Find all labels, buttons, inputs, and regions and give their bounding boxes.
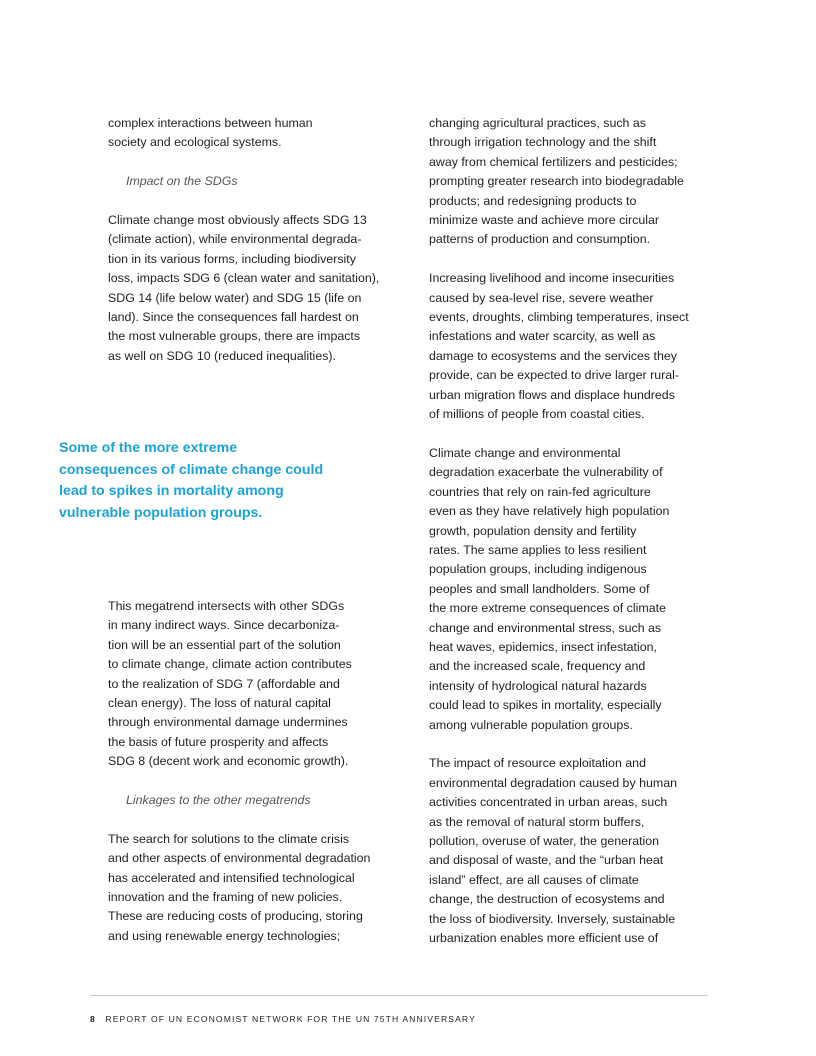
paragraph-intro: [108, 114, 398, 153]
left-column-bottom: [108, 597, 398, 946]
pull-quote-line: lead to spikes in mortality among: [59, 483, 284, 500]
subheading-impact-on-sdgs: Impact on the SDGs: [126, 174, 238, 189]
text-line: Increasing livelihood and income insecurities: [429, 271, 675, 286]
page-number: 8: [90, 1014, 96, 1024]
paragraph-livelihood: [429, 269, 719, 424]
text-line: innovation and the framing of new policies.: [108, 890, 343, 905]
text-line: SDG 8 (decent work and economic growth).: [108, 754, 349, 769]
text-line: (climate action), while environmental degrada-: [108, 232, 362, 247]
text-line: of millions of people from coastal cities.: [429, 407, 645, 422]
text-line: the loss of biodiversity. Inversely, sustainable: [429, 911, 676, 926]
text-line: even as they have relatively high population: [429, 504, 670, 519]
text-line: population groups, including indigenous: [429, 562, 647, 577]
text-line: intensity of hydrological natural hazards: [429, 678, 647, 693]
text-line: away from chemical fertilizers and pesticides;: [429, 154, 678, 169]
text-line: the more extreme consequences of climate: [429, 601, 666, 616]
text-line: the basis of future prosperity and affects: [108, 734, 329, 749]
paragraph-search: [108, 830, 398, 946]
text-line: products; and redesigning products to: [429, 193, 637, 208]
pull-quote-line: consequences of climate change could: [59, 461, 324, 478]
text-line: in many indirect ways. Since decarboniza-: [108, 618, 340, 633]
paragraph-vulnerability: [429, 444, 719, 735]
pull-quote-line: vulnerable population groups.: [59, 504, 263, 521]
text-line: the most vulnerable groups, there are impacts: [108, 329, 361, 344]
text-line: damage to ecosystems and the services they: [429, 348, 677, 363]
text-line: SDG 14 (life below water) and SDG 15 (life on: [108, 290, 362, 305]
text-line: prompting greater research into biodegradable: [429, 174, 684, 189]
text-line: tion will be an essential part of the solution: [108, 637, 341, 652]
left-column-top: [108, 114, 398, 366]
page-footer: [90, 1014, 476, 1024]
text-line: and disposal of waste, and the “urban heat: [429, 853, 664, 868]
text-line: society and ecological systems.: [108, 135, 282, 150]
text-line: heat waves, epidemics, insect infestation,: [429, 639, 657, 654]
text-line: and other aspects of environmental degradation: [108, 851, 371, 866]
text-line: degradation exacerbate the vulnerability of: [429, 465, 663, 480]
text-line: changing agricultural practices, such as: [429, 116, 646, 130]
text-line: island” effect, are all causes of climate: [429, 872, 639, 887]
text-line: to the realization of SDG 7 (affordable and: [108, 676, 340, 691]
text-line: provide, can be expected to drive larger rural-: [429, 368, 680, 383]
text-line: Climate change and environmental: [429, 445, 621, 460]
text-line: pollution, overuse of water, the generation: [429, 833, 660, 848]
text-line: and the increased scale, frequency and: [429, 659, 646, 674]
text-line: among vulnerable population groups.: [429, 717, 633, 732]
text-line: peoples and small landholders. Some of: [429, 581, 650, 596]
pull-quote: [59, 438, 359, 524]
text-line: change and environmental stress, such as: [429, 620, 662, 635]
text-line: has accelerated and intensified technological: [108, 870, 355, 885]
text-line: change, the destruction of ecosystems and: [429, 892, 665, 907]
text-line: urban migration flows and displace hundreds: [429, 387, 675, 402]
paragraph-agriculture: [429, 114, 719, 250]
running-title: REPORT OF UN ECONOMIST NETWORK FOR THE UN 75TH ANNIVERSARY: [105, 1014, 476, 1024]
paragraph-megatrend: [108, 597, 398, 772]
pull-quote-line: Some of the more extreme: [59, 440, 238, 456]
footer-divider: [90, 995, 708, 996]
text-line: infestations and water scarcity, as well as: [429, 329, 656, 344]
text-line: patterns of production and consumption.: [429, 232, 651, 247]
text-line: caused by sea-level rise, severe weather: [429, 290, 654, 305]
text-line: clean energy). The loss of natural capital: [108, 696, 331, 711]
text-line: growth, population density and fertility: [429, 523, 637, 538]
text-line: and using renewable energy technologies;: [108, 928, 341, 943]
text-line: land). Since the consequences fall hardest on: [108, 310, 359, 325]
text-line: through environmental damage undermines: [108, 715, 348, 730]
text-line: activities concentrated in urban areas, such: [429, 795, 668, 810]
text-line: urbanization enables more efficient use of: [429, 931, 659, 946]
text-line: events, droughts, climbing temperatures, insect: [429, 310, 689, 325]
text-line: rates. The same applies to less resilient: [429, 542, 647, 557]
text-line: The impact of resource exploitation and: [429, 756, 646, 771]
text-line: could lead to spikes in mortality, especially: [429, 698, 662, 713]
text-line: These are reducing costs of producing, storing: [108, 909, 363, 924]
subheading-linkages: Linkages to the other megatrends: [126, 793, 311, 808]
paragraph-impact: [108, 211, 398, 366]
text-line: as the removal of natural storm buffers,: [429, 814, 645, 829]
text-line: This megatrend intersects with other SDGs: [108, 599, 345, 613]
text-line: as well on SDG 10 (reduced inequalities).: [108, 348, 336, 363]
text-line: The search for solutions to the climate crisis: [108, 831, 350, 846]
text-line: loss, impacts SDG 6 (clean water and sanitation),: [108, 271, 380, 286]
text-line: complex interactions between human: [108, 116, 313, 130]
text-line: to climate change, climate action contributes: [108, 657, 352, 672]
text-line: countries that rely on rain-fed agriculture: [429, 484, 651, 499]
text-line: environmental degradation caused by human: [429, 775, 677, 790]
text-line: through irrigation technology and the shift: [429, 135, 657, 150]
right-column: [429, 114, 719, 948]
text-line: tion in its various forms, including biodiversity: [108, 251, 356, 266]
text-line: Climate change most obviously affects SDG 13: [108, 213, 367, 227]
paragraph-urban: [429, 754, 719, 948]
text-line: minimize waste and achieve more circular: [429, 213, 660, 228]
